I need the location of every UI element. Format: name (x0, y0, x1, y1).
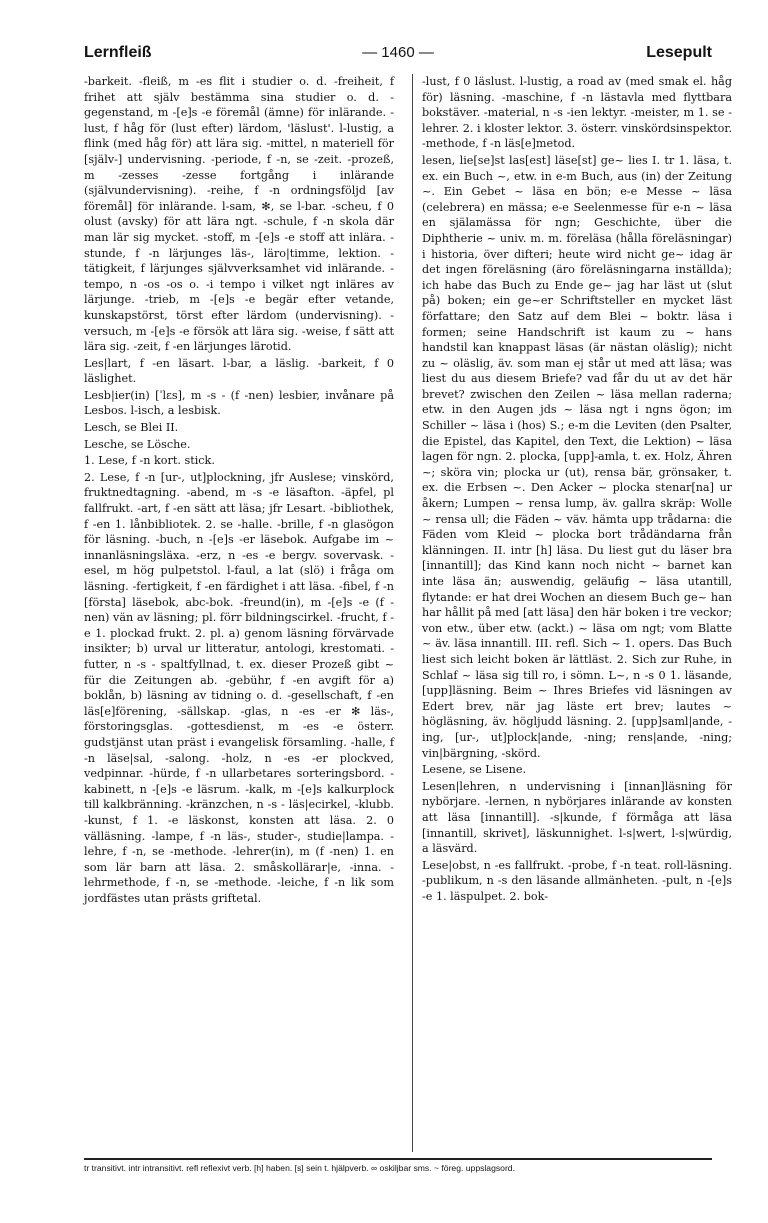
entry: Lesch, se Blei II. (84, 421, 179, 435)
entry: Lesche, se Lösche. (84, 437, 191, 451)
page-number: — 1460 — (362, 44, 434, 61)
entry: lesen, lie[se]st las[est] läse[st] ge~ lies I. tr 1. läsa, t. ex. ein Buch ~, etw. in e-m Buch, aus (in) der Zeitung ~. Ein Gebet ~ läsa en bön; e-e Messe ~ läsa (celebrera) en mässa; e-e Seelenmesse für e-n ~ läsa en själamässa för ngn; Geschichte, über die Diphtherie ~ univ. m. m. föreläsa (hålla föreläsningar) i historia, över difteri; heute wird nicht ge~ idag är det ingen föreläsning (äro föreläsningarna inställda); ich habe das Buch zu Ende ge~ jag har läst ut (slut på) boken; ein ge~er Schriftsteller en mycket läst författare; den Satz auf dem Blei ~ boktr. läsa i formen; seine Handschrift ist kaum zu ~ hans handstil kan knappast läsas (är nästan oläslig); nicht zu ~ oläslig, äv. som man ej står ut med att läsa; was liest du aus diesem Briefe? vad får du ut av det här brevet? zwischen den Zeilen ~ läsa mellan raderna; etw. in den Augen jds ~ läsa ngt i ngns ögon; im Schiller ~ läsa i (hos) S.; e-m die Leviten (den Psalter, die Epistel, das Kapitel, den Text, die Lektion) ~ läsa lagen för ngn. 2. plocka, [upp]-amla, t. ex. Holz, Ähren ~; sköra vin; plocka ur (ut), rensa bär, grönsaker, t. ex. die Erbsen ~. Den Acker ~ plocka stenar[na] ur åkern; Lumpen ~ rensa lump, äv. gallra skräp: Wolle ~ rensa ull; die Fäden ~ väv. hämta upp trådarna: die Fäden vom Kleid ~ plocka bort trådändarna från klänningen. II. intr [h] läsa. Du liest gut du läser bra [innantill]; das Kind kann noch nicht ~ barnet kan inte läsa än; auswendig, geläufig ~ läsa utantill, flytande: er hat drei Wochen an diesem Buch ge~ han har hållit på med [att läsa] den här boken i tre veckor; von etw., über etw. (ackt.) ~ läsa om ngt; vom Blatte ~ äv. läsa innantill. III. refl. Sich ~ 1. opers. Das Buch liest sich leicht boken är lättläst. 2. Sich zur Ruhe, in Schlaf ~ läsa sig till ro, i sömn. L~, n -s 0 1. läsande, [upp]läsning. Beim ~ Ihres Briefes vid läsningen av Edert brev, när jag läste ert brev; lautes ~ högläsning, äv. högljudd läsning. 2. [upp]saml|ande, -ing, [ur-, ut]plock|ande, -ning; rens|ande, -ning; vin|bärgning, -skörd. (422, 153, 732, 760)
header-left-guideword: Lernfleiß (84, 44, 152, 61)
header-right-guideword: Lesepult (646, 44, 712, 61)
column-divider (412, 74, 413, 1152)
footer-rule (84, 1158, 712, 1160)
entry: -barkeit. -fleiß, m -es flit i studier o. d. -freiheit, f frihet att själv bestämma sina studier o. d. -gegenstand, m -[e]s -e föremål (ämne) för inlärande. -lust, f håg för (lust efter) lärdom, 'läslust'. l-lustig, a flink (med håg för) att lära sig. -mittel, n materiell för [själv-] undervisning. -periode, f -n, se -zeit. -prozeß, m -zesses -zesse fortgång i inlärande (självundervisning). -reihe, f -n ordningsföljd [av föremål] för inlärande. l-sam, ✻, se l-bar. -scheu, f 0 olust (avsky) för att lära ngt. -schule, f -n skola där man lär sig mycket. -stoff, m -[e]s -e stoff att inlära. -stunde, f -n lärjunges läs-, läro|timme, lektion. -tätigkeit, f lärjunges självverksamhet vid inlärande. -tempo, n -os -os o. -i tempo i vilket ngt inläres av lärjunge. -trieb, m -[e]s -e begär efter vetande, kunskapstörst, törst efter lärdom (undervisning). -versuch, m -[e]s -e försök att lära sig. -weise, f sätt att lära sig. -zeit, f -en lärjunges lärotid. (84, 75, 394, 354)
entry: 1. Lese, f -n kort. stick. (84, 454, 215, 468)
entry: -lust, f 0 läslust. l-lustig, a road av (med smak el. håg för) läsning. -maschine, f -n lästavla med flyttbara bokstäver. -material, n -s -ien lektyr. -meister, m 1. se -lehrer. 2. i kloster lektor. 3. österr. vinskördsinspektor. -methode, f -n läs[e]metod. (422, 75, 732, 151)
entry: Lese|obst, n -es fallfrukt. -probe, f -n teat. roll-läsning. -publikum, n -s den läsande allmänheten. -pult, n -[e]s -e 1. läspulpet. 2. bok- (422, 858, 732, 903)
entry: Lesb|ier(in) [ˈlɛs], m -s - (f -nen) lesbier, invånare på Lesbos. l-isch, a lesbisk. (84, 388, 394, 418)
entry: Lesene, se Lisene. (422, 763, 527, 777)
right-column (422, 74, 732, 905)
entry: Les|lart, f -en läsart. l-bar, a läslig. -barkeit, f 0 läslighet. (84, 356, 394, 386)
abbreviation-key: tr transitivt. intr intransitivt. refl reflexivt verb. [h] haben. [s] sein t. hjälpverb. ∞ oskiljbar sms. ~ föreg. uppslagsord. (84, 1163, 515, 1173)
entry: 2. Lese, f -n [ur-, ut]plockning, jfr Auslese; vinskörd, fruktnedtagning. -abend, m -s -e läsafton. -äpfel, pl fallfrukt. -art, f -en sätt att läsa; jfr Lesart. -bibliothek, f -en 1. lånbibliotek. 2. se -halle. -brille, f -n glasögon för läsning. -buch, n -[e]s -er läsebok. Aufgabe im ~ innanläsningsläxa. -erz, n -es -e bergv. sovervask. -esel, m hög pulpetstol. l-faul, a lat (slö) i fråga om läsning. -fertigkeit, f -en färdighet i att läsa. -fibel, f -n [första] läsebok, abc-bok. -freund(in), m -[e]s -e (f -nen) vän av läsning; pl. förr bildningscirkel. -frucht, f -e 1. plockad frukt. 2. pl. a) genom läsning förvärvade insikter; b) urval ur litteratur, antologi, krestomati. -futter, n -s - spaltfyllnad, t. ex. dieser Prozeß gibt ~ für die Zeitungen ab. -gebühr, f -en avgift för a) boklån, b) läsning av tidning o. d. -gesellschaft, f -en läs[e]förening, -sällskap. -glas, n -es -er ✻ läs-, förstoringsglas. -gottesdienst, m -es -e österr. gudstjänst utan präst i evangelisk församling. -halle, f -n läse|sal, -salong. -holz, n -es -er plockved, vedpinnar. -hürde, f -n ullarbetares sorteringsbord. -kabinett, n -[e]s -e läsrum. -kalk, m -[e]s kalkurplock till kalkbränning. -kränzchen, n -s - läs|ecirkel, -klubb. -kunst, f 1. -e läskonst, konsten att läsa. 2. 0 välläsning. -lampe, f -n läs-, studer-, studie|lampa. -lehre, f -n, se -methode. -lehrer(in), m (f -nen) 1. en som lär barn att läsa. 2. småskollärar|e, -inna. -lehrmethode, f -n, se -methode. -leiche, f -n lik som jordfästes utan prästs griftetal. (84, 470, 394, 905)
page-header (84, 44, 712, 66)
entry: Lesen|lehren, n undervisning i [innan]läsning för nybörjare. -lernen, n nybörjares inlärande av konsten att läsa [innantill]. -s|kunde, f förmåga att läsa [innantill, skrivet], läskunnighet. l-s|wert, l-s|würdig, a läsvärd. (422, 779, 732, 856)
left-column (84, 74, 394, 907)
